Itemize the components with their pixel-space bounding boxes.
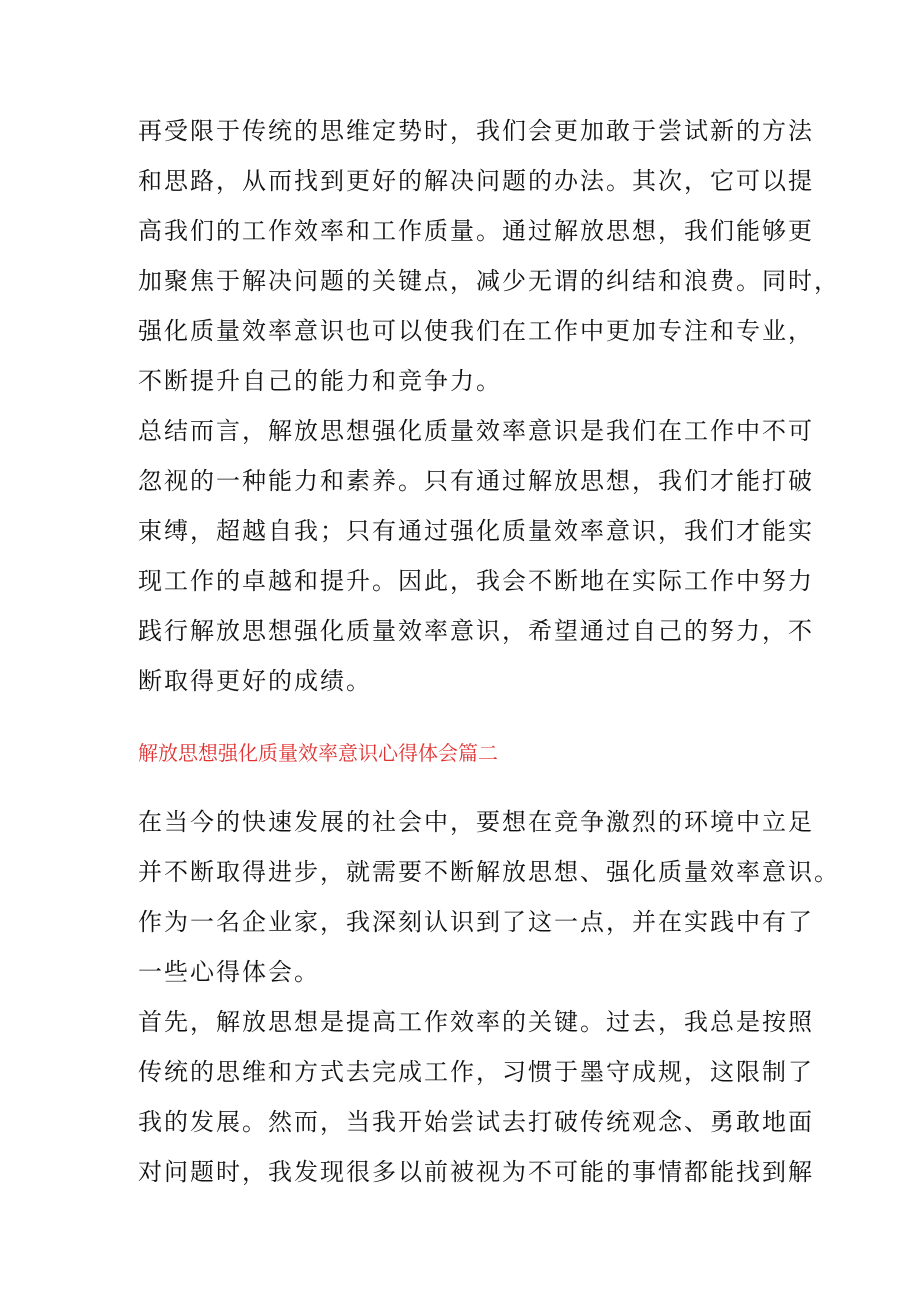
text-line: 断取得更好的成绩。 — [138, 667, 372, 695]
text-line: 传统的思维和方式去完成工作，习惯于墨守成规，这限制了 — [138, 1058, 814, 1086]
text-line: 一些心得体会。 — [138, 958, 320, 986]
text-line: 现工作的卓越和提升。因此，我会不断地在实际工作中努力 — [138, 567, 814, 595]
text-line: 再受限于传统的思维定势时，我们会更加敢于尝试新的方法 — [138, 117, 814, 145]
text-line: 我的发展。然而，当我开始尝试去打破传统观念、勇敢地面 — [138, 1108, 814, 1136]
text-line: 对问题时，我发现很多以前被视为不可能的事情都能找到解 — [138, 1158, 814, 1186]
text-line: 作为一名企业家，我深刻认识到了这一点，并在实践中有了 — [138, 908, 814, 936]
paragraph-intro — [138, 797, 840, 997]
section-heading: 解放思想强化质量效率意识心得体会篇二 — [138, 741, 498, 765]
text-line: 在当今的快速发展的社会中，要想在竞争激烈的环境中立足 — [138, 808, 814, 836]
paragraph-continuation — [138, 106, 840, 406]
text-line: 践行解放思想强化质量效率意识，希望通过自己的努力，不 — [138, 617, 814, 645]
text-line: 不断提升自己的能力和竞争力。 — [138, 367, 502, 395]
text-line: 和思路，从而找到更好的解决问题的办法。其次，它可以提 — [138, 167, 814, 195]
document-content — [138, 106, 840, 1197]
text-line: 忽视的一种能力和素养。只有通过解放思想，我们才能打破 — [138, 467, 814, 495]
text-line: 强化质量效率意识也可以使我们在工作中更加专注和专业， — [138, 317, 814, 345]
text-line: 加聚焦于解决问题的关键点，减少无谓的纠结和浪费。同时， — [138, 267, 840, 295]
paragraph-summary — [138, 406, 814, 706]
text-line: 并不断取得进步，就需要不断解放思想、强化质量效率意识。 — [138, 858, 840, 886]
text-line: 高我们的工作效率和工作质量。通过解放思想，我们能够更 — [138, 217, 814, 245]
text-line: 总结而言，解放思想强化质量效率意识是我们在工作中不可 — [138, 417, 814, 445]
paragraph-first-point — [138, 997, 814, 1197]
text-line: 束缚，超越自我；只有通过强化质量效率意识，我们才能实 — [138, 517, 814, 545]
text-line: 首先，解放思想是提高工作效率的关键。过去，我总是按照 — [138, 1008, 814, 1036]
